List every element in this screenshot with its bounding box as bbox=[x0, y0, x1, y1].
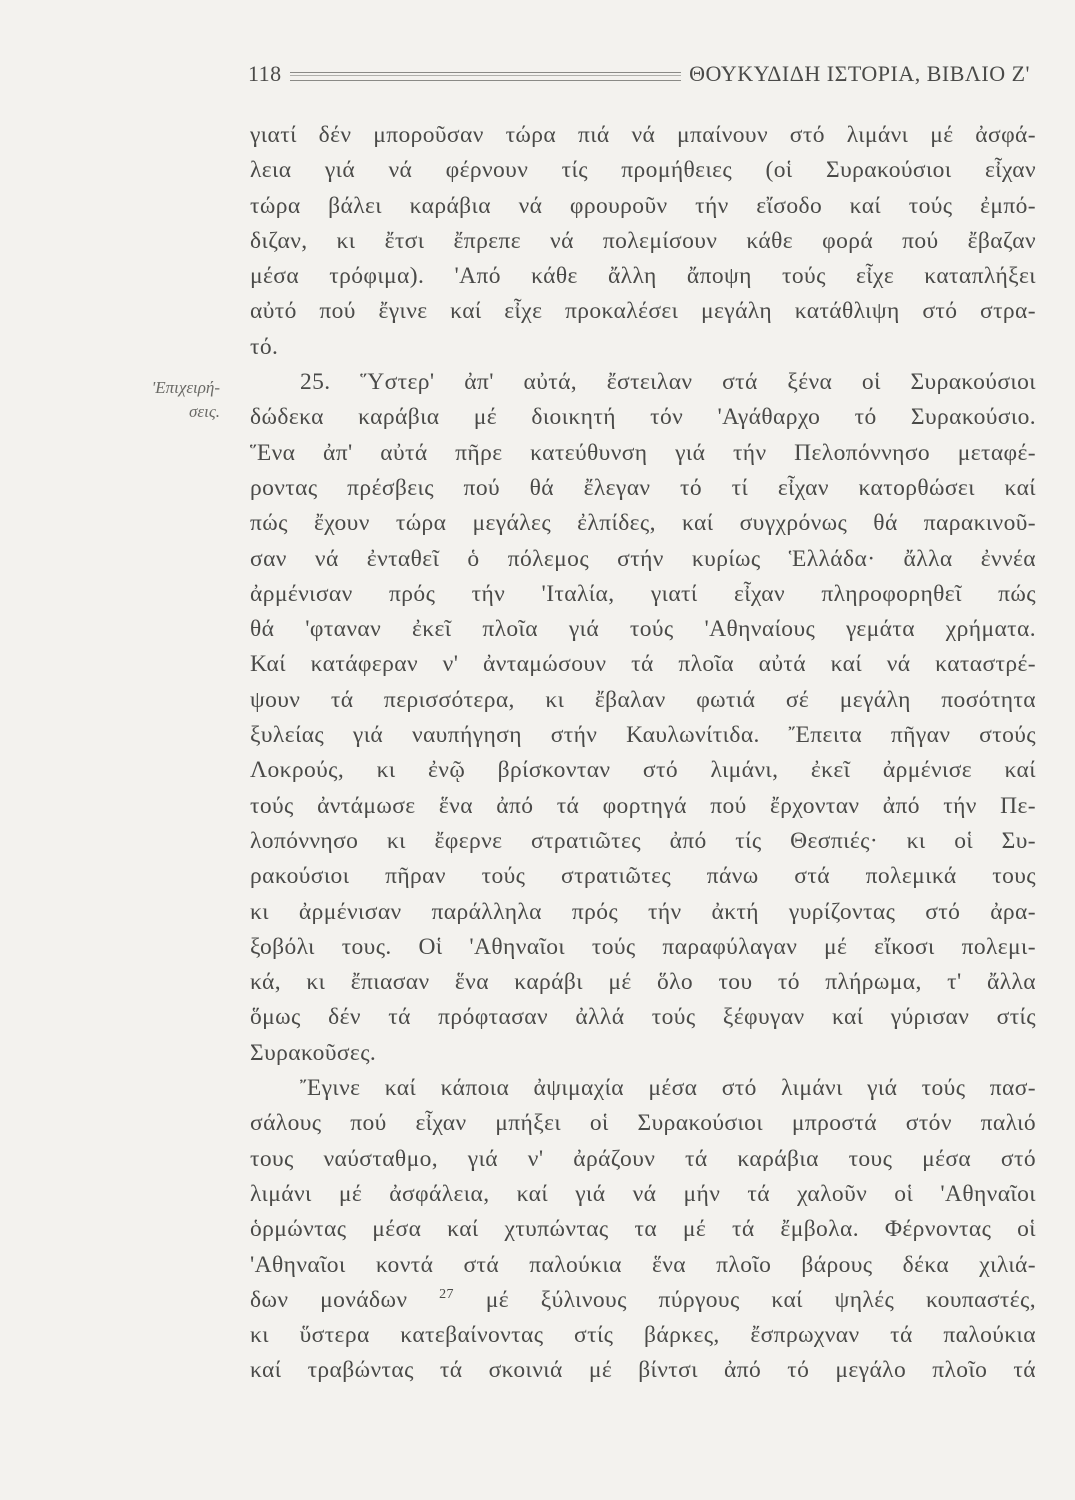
text-line: θά 'φταναν ἐκεῖ πλοῖα γιά τούς 'Αθηναίους γεμάτα χρήματα. bbox=[250, 616, 1036, 643]
running-header bbox=[248, 54, 1030, 94]
text-line: αὐτό πού ἔγινε καί εἶχε προκαλέσει μεγάλη κατάθλιψη στό στρα- bbox=[250, 298, 1036, 325]
text-line: λεια γιά νά φέρνουν τίς προμήθειες (οἱ Συρακούσιοι εἶχαν bbox=[250, 157, 1036, 184]
text-line: κι ἀρμένισαν παράλληλα πρός τήν ἀκτή γυρίζοντας στό ἀρα- bbox=[250, 898, 1036, 925]
text-line: ροντας πρέσβεις πού θά ἔλεγαν τό τί εἶχαν κατορθώσει καί bbox=[250, 474, 1036, 501]
text-line: κά, κι ἔπιασαν ἕνα καράβι μέ ὅλο του τό πλήρωμα, τ' ἄλλα bbox=[250, 969, 1036, 996]
text-line: σαν νά ἐνταθεῖ ὁ πόλεμος στήν κυρίως Ἑλλάδα· ἄλλα ἐννέα bbox=[250, 545, 1036, 572]
margin-note-line: σεις. bbox=[189, 402, 220, 421]
page-number: 118 bbox=[248, 61, 282, 86]
text-line: ψουν τά περισσότερα, κι ἔβαλαν φωτιά σέ μεγάλη ποσότητα bbox=[250, 686, 1036, 713]
text-line: διζαν, κι ἔτσι ἔπρεπε νά πολεμίσουν κάθε φορά πού ἔβαζαν bbox=[250, 227, 1036, 254]
text-line: Λοκρούς, κι ἐνῷ βρίσκονταν στό λιμάνι, ἐκεῖ ἀρμένισε καί bbox=[250, 757, 1036, 784]
text-line: λοπόννησο κι ἔφερνε στρατιῶτες ἀπό τίς Θεσπιές· κι οἱ Συ- bbox=[250, 827, 1036, 854]
text-line: ἀρμένισαν πρός τήν 'Ιταλία, γιατί εἶχαν πληροφορηθεῖ πώς bbox=[250, 580, 1036, 607]
margin-note bbox=[100, 376, 220, 424]
text-line: γιατί δέν μποροῦσαν τώρα πιά νά μπαίνουν στό λιμάνι μέ ἀσφά- bbox=[250, 122, 1036, 148]
text-line: κι ὕστερα κατεβαίνοντας στίς βάρκες, ἔσπρωχναν τά παλούκια bbox=[250, 1322, 1036, 1349]
text-line: ξοβόλι τους. Οἱ 'Αθηναῖοι τούς παραφύλαγαν μέ εἴκοσι πολεμι- bbox=[250, 933, 1036, 960]
text-fragment: μέ ξύλινους πύργους καί ψηλές κουπαστές, bbox=[485, 1286, 1037, 1313]
text-line: ξυλείας γιά ναυπήγηση στήν Καυλωνίτιδα. Ἔπειτα πῆγαν στούς bbox=[250, 722, 1036, 749]
text-line: Ἕνα ἀπ' αὐτά πῆρε κατεύθυνση γιά τήν Πελοπόννησο μεταφέ- bbox=[250, 439, 1036, 466]
text-line: Ἔγινε καί κάποια ἀψιμαχία μέσα στό λιμάνι γιά τούς πασ- bbox=[300, 1075, 1036, 1102]
text-line: ρακούσιοι πῆραν τούς στρατιῶτες πάνω στά πολεμικά τους bbox=[250, 863, 1036, 890]
text-line: Καί κατάφεραν ν' ἀνταμώσουν τά πλοῖα αὐτά καί νά καταστρέ- bbox=[250, 651, 1036, 678]
header-rule bbox=[290, 72, 681, 81]
text-line: τό. bbox=[250, 333, 279, 360]
text-line: σάλους πού εἶχαν μπήξει οἱ Συρακούσιοι μπροστά στόν παλιό bbox=[250, 1110, 1036, 1137]
text-line: 25. Ὕστερ' ἀπ' αὐτά, ἔστειλαν στά ξένα οἱ Συρακούσιοι bbox=[300, 369, 1036, 396]
text-line: μέσα τρόφιμα). 'Από κάθε ἄλλη ἄποψη τούς εἶχε καταπλήξει bbox=[250, 263, 1036, 290]
text-line: λιμάνι μέ ἀσφάλεια, καί γιά νά μήν τά χαλοῦν οἱ 'Αθηναῖοι bbox=[250, 1180, 1036, 1207]
text-line: τούς ἀντάμωσε ἕνα ἀπό τά φορτηγά πού ἔρχονταν ἀπό τήν Πε- bbox=[250, 792, 1036, 819]
text-line: τους ναύσταθμο, γιά ν' ἀράζουν τά καράβια τους μέσα στό bbox=[250, 1145, 1036, 1172]
text-line: τώρα βάλει καράβια νά φρουροῦν τήν εἴσοδο καί τούς ἐμπό- bbox=[250, 192, 1036, 219]
text-line-with-footnote bbox=[250, 1283, 1036, 1318]
text-line: Συρακοῦσες. bbox=[250, 1039, 377, 1066]
text-line: καί τραβώντας τά σκοινιά μέ βίντσι ἀπό τό μεγάλο πλοῖο τά bbox=[250, 1357, 1036, 1384]
footnote-marker: 27 bbox=[439, 1286, 454, 1302]
text-line: ὅμως δέν τά πρόφτασαν ἀλλά τούς ξέφυγαν καί γύρισαν στίς bbox=[250, 1004, 1036, 1031]
text-line: δώδεκα καράβια μέ διοικητή τόν 'Αγάθαρχο τό Συρακούσιο. bbox=[250, 404, 1036, 431]
margin-note-line: 'Επιχειρή- bbox=[151, 378, 220, 397]
running-title: ΘΟΥΚΥΔΙΔΗ ΙΣΤΟΡΙΑ, ΒΙΒΛΙΟ Ζ' bbox=[689, 61, 1030, 86]
text-line: πώς ἔχουν τώρα μεγάλες ἐλπίδες, καί συγχρόνως θά παρακινοῦ- bbox=[250, 510, 1036, 537]
body-text bbox=[250, 118, 1036, 1389]
text-line: ὁρμώντας μέσα καί χτυπώντας τα μέ τά ἔμβολα. Φέρνοντας οἱ bbox=[250, 1216, 1036, 1243]
text-fragment: δων μονάδων bbox=[250, 1286, 408, 1313]
text-line: 'Αθηναῖοι κοντά στά παλούκια ἕνα πλοῖο βάρους δέκα χιλιά- bbox=[250, 1251, 1036, 1278]
